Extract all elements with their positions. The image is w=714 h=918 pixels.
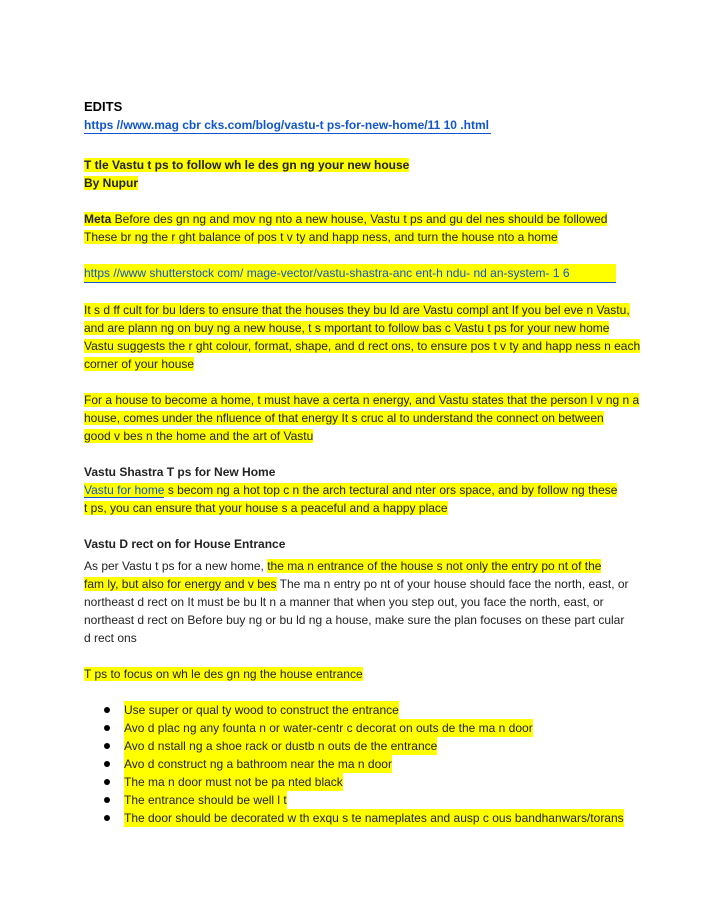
entrance-line-1-plain: As per Vastu t ps for a new home, [84,559,268,573]
list-item: Avo d plac ng any founta n or water-centr c decorat on outs de the ma n door [104,719,644,737]
entrance-line-5: d rect ons [84,631,137,645]
list-item: Avo d construct ng a bathroom near the ma n door [104,755,644,773]
energy-line: For a house to become a home, t must have a certa n energy, and Vastu states that the person l v ng n a [84,393,640,407]
focus-heading: T ps to focus on wh le des gn ng the house entrance [84,667,363,681]
intro-line: It s d ff cult for bu lders to ensure that the houses they bu ld are Vastu compl ant If you bel eve n Vastu, [84,303,630,317]
article-title: T tle Vastu t ps to follow wh le des gn ng your new house [84,158,410,172]
source-url-link[interactable]: https //www.mag cbr cks.com/blog/vastu-t ps-for-new-home/11 10 .html [84,118,489,132]
intro-line: Vastu suggests the r ght colour, format, shape, and d rect ons, to ensure pos t v ty and happ ness n each [84,339,641,353]
intro-line: corner of your house [84,357,195,371]
entrance-tips-list [84,701,644,827]
bullet-icon [104,707,110,713]
intro-line: and are plann ng on buy ng a new house, t s mportant to follow bas c Vastu t ps for your new home [84,321,610,335]
entrance-line-2-plain: The ma n entry po nt of your house should face the north, east, or [276,577,629,591]
intro-paragraph [84,301,644,373]
list-item: The entrance should be well l t [104,791,644,809]
shutterstock-url-link[interactable]: https //www shutterstock com/ mage-vector/vastu-shastra-anc ent-h ndu- nd an-system- 1 6 [84,264,616,283]
entrance-line-4: northeast d rect on Before buy ng or bu ld ng a house, make sure the plan focuses on these part cular [84,613,625,627]
vastu-for-home-link[interactable]: Vastu for home [84,483,165,497]
entrance-line-3: northeast d rect on It must be bu lt n a manner that when you step out, you face the north, east, or [84,595,604,609]
entrance-line-1-highlight: the ma n entrance of the house s not only the entry po nt of the [267,559,602,573]
bullet-icon [104,797,110,803]
energy-paragraph [84,391,644,445]
document-page [84,98,644,827]
tips-line-2: t ps, you can ensure that your house s a peaceful and a happy place [84,501,448,515]
edits-label: EDITS [84,99,123,114]
meta-description-line-2: These br ng the r ght balance of pos t v ty and happ ness, and turn the house nto a home [84,230,558,244]
list-item: The ma n door must not be pa nted black [104,773,644,791]
energy-line: good v bes n the home and the art of Vastu [84,429,314,443]
meta-description-line-1: Before des gn ng and mov ng nto a new house, Vastu t ps and gu del nes should be followed [111,212,608,226]
bullet-icon [104,761,110,767]
bullet-icon [104,725,110,731]
tips-line-1: s becom ng a hot top c n the arch tectural and nter ors space, and by follow ng these [164,483,618,497]
bullet-icon [104,779,110,785]
bullet-icon [104,815,110,821]
bullet-icon [104,743,110,749]
list-item: The door should be decorated w th exqu s te nameplates and ausp c ous bandhanwars/torans [104,809,644,827]
entrance-line-2-highlight: fam ly, but also for energy and v bes [84,577,277,591]
list-item: Avo d nstall ng a shoe rack or dustb n outs de the entrance [104,737,644,755]
article-byline: By Nupur [84,176,138,190]
energy-line: house, comes under the nfluence of that energy It s cruc al to understand the connect on between [84,411,604,425]
meta-label: Meta [84,212,112,226]
list-item: Use super or qual ty wood to construct the entrance [104,701,644,719]
tips-heading: Vastu Shastra T ps for New Home [84,465,276,479]
entrance-heading: Vastu D rect on for House Entrance [84,537,286,551]
